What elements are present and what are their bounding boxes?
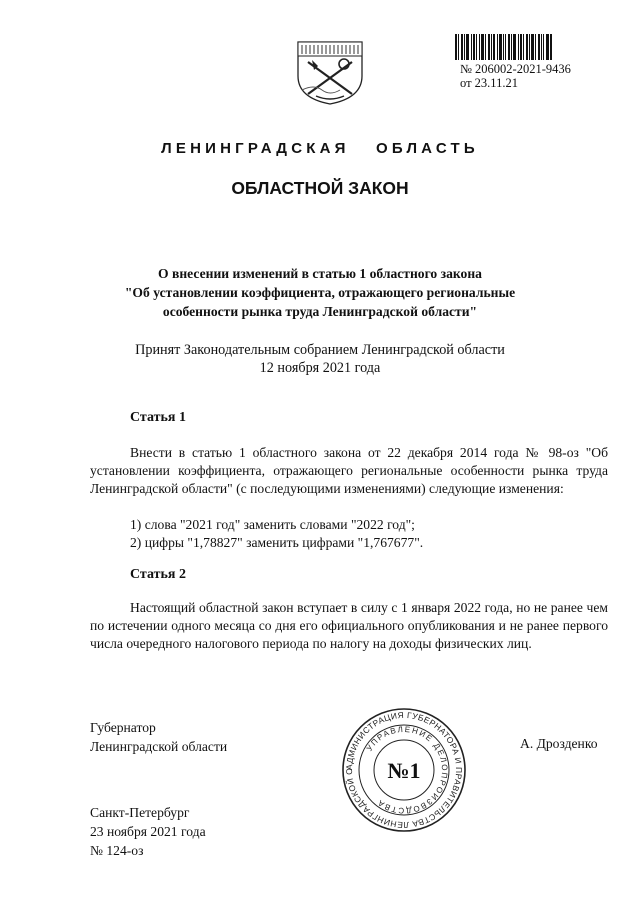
article-2-text bbox=[90, 599, 608, 653]
article-1-text bbox=[90, 444, 608, 498]
adoption-note bbox=[90, 341, 550, 377]
registration-date: от 23.11.21 bbox=[460, 76, 518, 90]
law-title-line: особенности рынка труда Ленинградской области" bbox=[162, 304, 478, 319]
registration-info bbox=[460, 62, 571, 90]
signing-date: 23 ноября 2021 года bbox=[90, 824, 206, 839]
article-1-item-1: 1) слова "2021 год" заменить словами "2022 год"; bbox=[130, 517, 415, 532]
signatory-name: А. Дрозденко bbox=[520, 736, 598, 751]
law-number: № 124-оз bbox=[90, 843, 144, 858]
law-title bbox=[90, 264, 550, 321]
position-line-1: Губернатор bbox=[90, 720, 156, 735]
article-1-body: Внести в статью 1 областного закона от 22 декабря 2014 года № 98-оз "Об установлении коэффициента, отражающего региональные особенности рынка труда Ленинградской области" (с последующими изменениями) следующие изменения: bbox=[90, 445, 608, 496]
coat-of-arms-emblem bbox=[294, 40, 366, 106]
signing-city: Санкт-Петербург bbox=[90, 805, 190, 820]
law-title-line: "Об установлении коэффициента, отражающего региональные bbox=[124, 285, 516, 300]
barcode bbox=[455, 34, 557, 60]
position-line-2: Ленинградской области bbox=[90, 739, 228, 754]
article-2-body: Настоящий областной закон вступает в силу с 1 января 2022 года, но не ранее чем по истечении одного месяца со дня его официального опубликования и не ранее первого числа очередного налогового периода по налогу на доходы физических лиц. bbox=[90, 600, 608, 651]
official-seal-stamp bbox=[340, 706, 468, 834]
stamp-number: №1 bbox=[387, 758, 421, 783]
law-title-line: О внесении изменений в статью 1 областного закона bbox=[158, 266, 482, 281]
region-title: ЛЕНИНГРАДСКАЯ ОБЛАСТЬ bbox=[161, 140, 479, 157]
adoption-body: Принят Законодательным собранием Ленинградской области bbox=[135, 342, 505, 358]
signatory-position bbox=[90, 718, 227, 756]
adoption-date: 12 ноября 2021 года bbox=[259, 360, 381, 376]
registration-number: № 206002-2021-9436 bbox=[460, 62, 571, 76]
document-type: ОБЛАСТНОЙ ЗАКОН bbox=[231, 178, 409, 198]
document-footer bbox=[90, 803, 206, 860]
stamp-inner-text: УПРАВЛЕНИЕ ДЕЛОПРОИЗВОДСТВА bbox=[364, 724, 450, 816]
stamp-outer-text: АДМИНИСТРАЦИЯ ГУБЕРНАТОРА И ПРАВИТЕЛЬСТВА ЛЕНИНГРАДСКОЙ О bbox=[343, 709, 465, 831]
article-1-heading: Статья 1 bbox=[130, 410, 186, 425]
article-2-heading: Статья 2 bbox=[130, 567, 186, 582]
article-1-item-2: 2) цифры "1,78827" заменить цифрами "1,767677". bbox=[130, 535, 424, 550]
